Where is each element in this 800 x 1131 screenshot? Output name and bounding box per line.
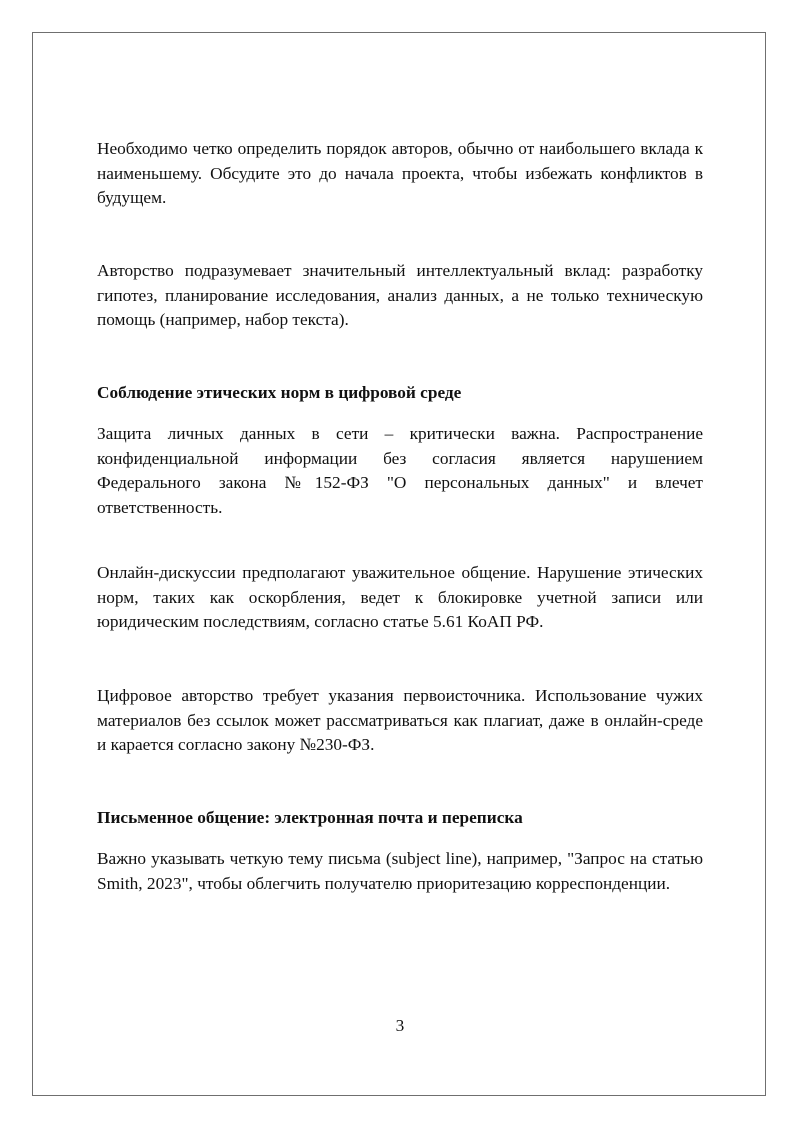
paragraph-author-order: Необходимо четко определить порядок авторов, обычно от наибольшего вклада к наименьшему. Обсудите это до начала проекта, чтобы избежать конфликтов в будущем. (97, 139, 703, 207)
page-number: 3 (395, 1016, 405, 1035)
section-heading-written-communication: Письменное общение: электронная почта и переписка (97, 808, 523, 827)
section-heading-digital-ethics: Соблюдение этических норм в цифровой среде (97, 383, 462, 402)
paragraph-authorship-contribution: Авторство подразумевает значительный интеллектуальный вклад: разработку гипотез, планирование исследования, анализ данных, а не только техническую помощь (например, набор текста). (97, 261, 703, 329)
paragraph-digital-authorship: Цифровое авторство требует указания первоисточника. Использование чужих материалов без ссылок может рассматриваться как плагиат, даже в онлайн-среде и карается согласно закону №230-ФЗ. (97, 686, 703, 754)
paragraph-email-subject: Важно указывать четкую тему письма (subject line), например, "Запрос на статью Smith, 2023", чтобы облегчить получателю приоритезацию корреспонденции. (97, 849, 703, 893)
paragraph-online-discussions: Онлайн-дискуссии предполагают уважительное общение. Нарушение этических норм, таких как оскорбления, ведет к блокировке учетной записи или юридическим последствиям, согласно статье 5.61 КоАП РФ. (97, 563, 703, 631)
paragraph-personal-data: Защита личных данных в сети – критически важна. Распространение конфиденциальной информации без согласия является нарушением Федерального закона №152-ФЗ "О персональных данных" и влечет ответственность. (97, 424, 703, 517)
